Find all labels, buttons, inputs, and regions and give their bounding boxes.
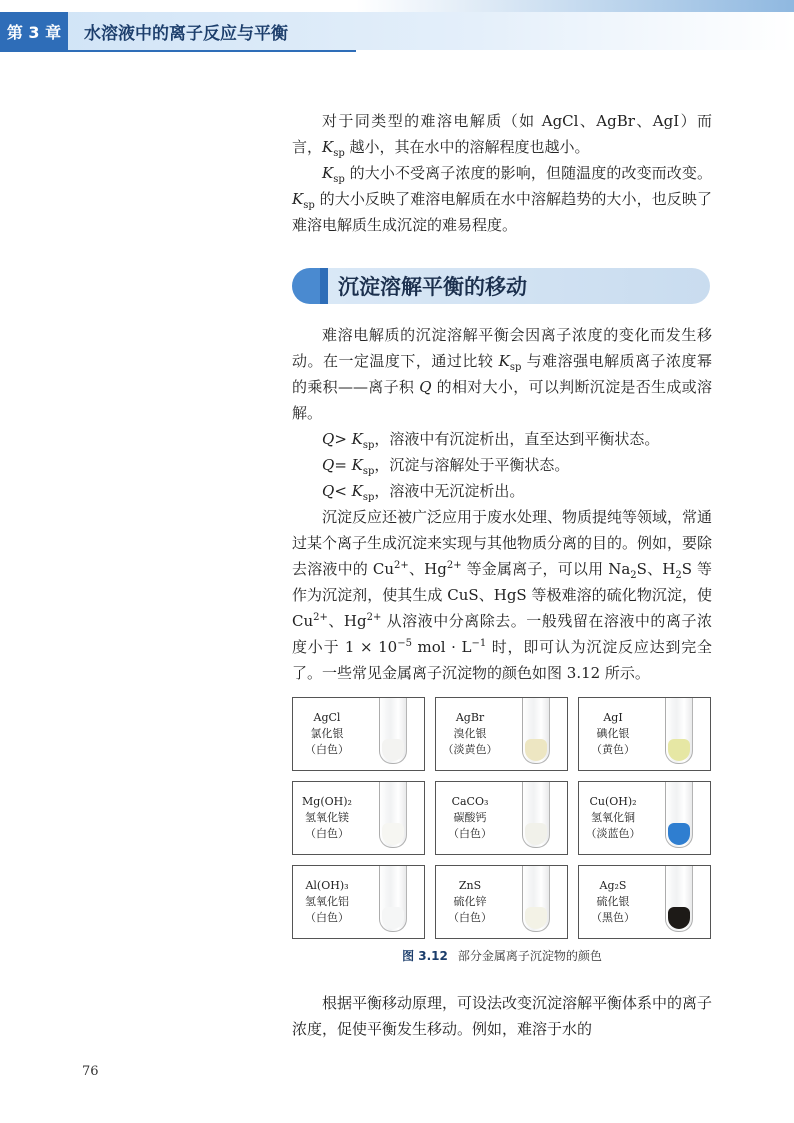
paragraph-equilibrium-principle: 根据平衡移动原理，可设法改变沉淀溶解平衡体系中的离子浓度，促使平衡发生移动。例如，难溶于水的 — [292, 994, 713, 1038]
figure-cell — [578, 865, 711, 939]
precipitate-color: （白色） — [305, 827, 349, 840]
precipitate-color: （白色） — [305, 911, 349, 924]
test-tube-photo — [361, 782, 424, 854]
precipitate-color: （白色） — [448, 827, 492, 840]
cell-label — [293, 698, 361, 770]
cell-label — [436, 782, 504, 854]
test-tube-photo — [504, 698, 567, 770]
cell-label — [436, 866, 504, 938]
paragraph-equilibrium-shift: 难溶电解质的沉淀溶解平衡会因离子浓度的变化而发生移动。在一定温度下，通过比较 $K_{sp}$ 与难溶强电解质离子浓度幂的乘积——离子积 Q 的相对大小，可以判断沉淀是否生成或溶解。 — [292, 326, 712, 422]
figure-cell — [435, 865, 568, 939]
condition-q-less: $Q< K_{sp}$，溶液中无沉淀析出。 — [322, 482, 525, 503]
figure-cell — [435, 697, 568, 771]
precipitate-formula: AgI — [603, 711, 623, 724]
precipitate-name: 碳酸钙 — [453, 811, 487, 824]
precipitate-sample — [382, 907, 404, 929]
precipitate-formula: AgBr — [455, 711, 485, 724]
cell-label — [579, 782, 647, 854]
precipitate-color: （黑色） — [591, 911, 635, 924]
precipitate-sample — [525, 823, 547, 845]
figure-cell — [292, 781, 425, 855]
figure-cell — [435, 781, 568, 855]
test-tube-photo — [647, 698, 710, 770]
precipitate-formula: ZnS — [458, 879, 482, 892]
test-tube-icon — [522, 781, 550, 848]
test-tube-photo — [361, 866, 424, 938]
precipitate-name: 氢氧化铝 — [305, 895, 349, 908]
condition-q-equal: $Q= K_{sp}$，沉淀与溶解处于平衡状态。 — [322, 456, 570, 477]
header-decoration-stripe — [356, 0, 794, 12]
precipitate-formula: Cu(OH)₂ — [589, 795, 637, 808]
cell-label — [579, 866, 647, 938]
precipitate-name: 氢氧化铜 — [591, 811, 635, 824]
precipitate-color: （白色） — [305, 743, 349, 756]
page-number: 76 — [82, 1064, 99, 1079]
precipitate-name: 溴化银 — [453, 727, 487, 740]
precipitate-formula: Al(OH)₃ — [305, 879, 349, 892]
test-tube-photo — [504, 782, 567, 854]
test-tube-icon — [665, 865, 693, 932]
test-tube-icon — [379, 781, 407, 848]
paragraph-precipitation-applications: 沉淀反应还被广泛应用于废水处理、物质提纯等领域，常通过某个离子生成沉淀来实现与其他物质分离的目的。例如，要除去溶液中的 $Cu^{2+}$、$Hg^{2+}$ 等金属离子，可以用 $Na_2S$、$H_2S$ 等作为沉淀剂，使其生成 CuS、HgS 等极难溶的硫化物沉淀，使 $Cu^{2+}$、$Hg^{2+}$ 从溶液中分离除去。一般残留在溶液中的离子浓度小于 $1 \times 10^{-5}$ mol · $L^{-1}$ 时，即可认为沉淀反应达到完全了。一些常见金属离子沉淀物的颜色如图 3.12 所示。 — [292, 508, 713, 682]
section-marker-bar — [320, 268, 328, 304]
precipitate-color: （淡蓝色） — [585, 827, 641, 840]
test-tube-icon — [665, 781, 693, 848]
precipitate-name: 硫化锌 — [453, 895, 487, 908]
cell-label — [579, 698, 647, 770]
body-text — [292, 322, 712, 686]
test-tube-photo — [647, 866, 710, 938]
intro-text — [292, 108, 712, 238]
figure-cell — [578, 781, 711, 855]
figure-cell — [292, 697, 425, 771]
precipitate-sample — [382, 739, 404, 761]
precipitate-sample — [525, 907, 547, 929]
test-tube-icon — [379, 865, 407, 932]
figure-number: 图 3.12 — [402, 949, 448, 963]
closing-text — [292, 990, 712, 1042]
header-underline — [0, 50, 356, 52]
paragraph-ksp-meaning: $K_{sp}$ 的大小不受离子浓度的影响，但随温度的改变而改变。$K_{sp}$ 的大小反映了难溶电解质在水中溶解趋势的大小，也反映了难溶电解质生成沉淀的难易程度。 — [292, 164, 712, 234]
precipitate-sample — [668, 823, 690, 845]
precipitate-formula: Ag₂S — [599, 879, 627, 892]
test-tube-photo — [361, 698, 424, 770]
cell-label — [293, 782, 361, 854]
precipitate-sample — [525, 739, 547, 761]
condition-q-greater: $Q> K_{sp}$，溶液中有沉淀析出，直至达到平衡状态。 — [322, 430, 660, 451]
figure-cell — [292, 865, 425, 939]
precipitate-name: 碘化银 — [596, 727, 630, 740]
precipitate-color: （白色） — [448, 911, 492, 924]
precipitate-figure — [292, 697, 712, 939]
test-tube-photo — [647, 782, 710, 854]
chapter-title: 水溶液中的离子反应与平衡 — [84, 23, 288, 44]
figure-cell — [578, 697, 711, 771]
test-tube-icon — [522, 697, 550, 764]
precipitate-sample — [668, 907, 690, 929]
test-tube-icon — [665, 697, 693, 764]
precipitate-name: 氯化银 — [310, 727, 344, 740]
paragraph-ksp-comparison: 对于同类型的难溶电解质（如 AgCl、AgBr、AgI）而言，$K_{sp}$ 越小，其在水中的溶解程度也越小。 — [292, 112, 712, 159]
cell-label — [293, 866, 361, 938]
test-tube-icon — [522, 865, 550, 932]
precipitate-formula: CaCO₃ — [451, 795, 489, 808]
section-title: 沉淀溶解平衡的移动 — [338, 275, 527, 299]
precipitate-sample — [668, 739, 690, 761]
precipitate-color: （淡黄色） — [442, 743, 498, 756]
precipitate-name: 氢氧化镁 — [305, 811, 349, 824]
figure-caption-text: 部分金属离子沉淀物的颜色 — [457, 949, 602, 963]
section-heading — [292, 268, 710, 304]
precipitate-sample — [382, 823, 404, 845]
cell-label — [436, 698, 504, 770]
figure-caption — [292, 947, 712, 964]
precipitate-name: 硫化银 — [596, 895, 630, 908]
test-tube-photo — [504, 866, 567, 938]
precipitate-color: （黄色） — [591, 743, 635, 756]
chapter-label: 第 3 章 — [0, 12, 68, 50]
test-tube-icon — [379, 697, 407, 764]
precipitate-formula: Mg(OH)₂ — [302, 795, 352, 808]
precipitate-formula: AgCl — [313, 711, 341, 724]
